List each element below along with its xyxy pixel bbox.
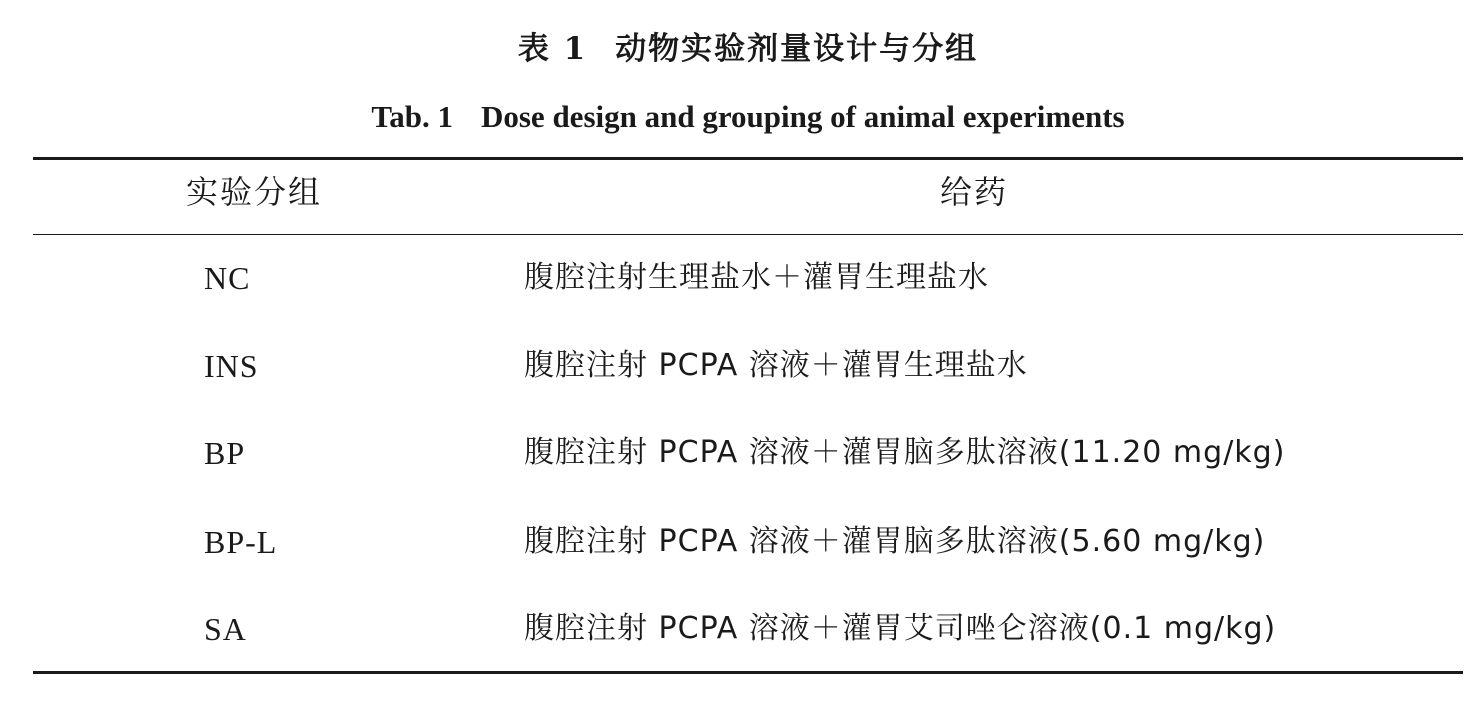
- cell-group: BP: [204, 435, 246, 471]
- table-row: [0, 433, 1468, 473]
- table-top-rule: [33, 157, 1463, 160]
- table-title-english: Dose design and grouping of animal experiments: [480, 99, 1125, 134]
- table-row: [0, 346, 1468, 386]
- table-row: [0, 522, 1468, 562]
- cell-group: SA: [204, 611, 247, 647]
- cell-treatment: 腹腔注射 PCPA 溶液＋灌胃脑多肽溶液(5.60 mg/kg): [524, 524, 1266, 559]
- table-bottom-rule: [33, 671, 1463, 674]
- table-caption-chinese: [0, 31, 1468, 67]
- cell-treatment: 腹腔注射 PCPA 溶液＋灌胃生理盐水: [524, 348, 1028, 383]
- table-row: [0, 258, 1468, 298]
- table-title-chinese: 动物实验剂量设计与分组: [615, 31, 979, 67]
- table-row: [0, 609, 1468, 649]
- cell-treatment: 腹腔注射 PCPA 溶液＋灌胃脑多肽溶液(11.20 mg/kg): [524, 435, 1286, 470]
- cell-group: NC: [204, 260, 251, 296]
- column-header-treatment: 给药: [940, 173, 1009, 211]
- table-header-rule: [33, 234, 1463, 235]
- cell-treatment: 腹腔注射 PCPA 溶液＋灌胃艾司唑仑溶液(0.1 mg/kg): [524, 611, 1277, 646]
- column-header-group: 实验分组: [186, 173, 323, 211]
- table-number-english: Tab. 1: [371, 99, 453, 134]
- cell-group: INS: [204, 348, 259, 384]
- cell-treatment: 腹腔注射生理盐水＋灌胃生理盐水: [524, 260, 989, 295]
- table-number-chinese: 表 1: [517, 31, 588, 67]
- table-caption-english: [0, 101, 1468, 132]
- cell-group: BP-L: [204, 524, 278, 560]
